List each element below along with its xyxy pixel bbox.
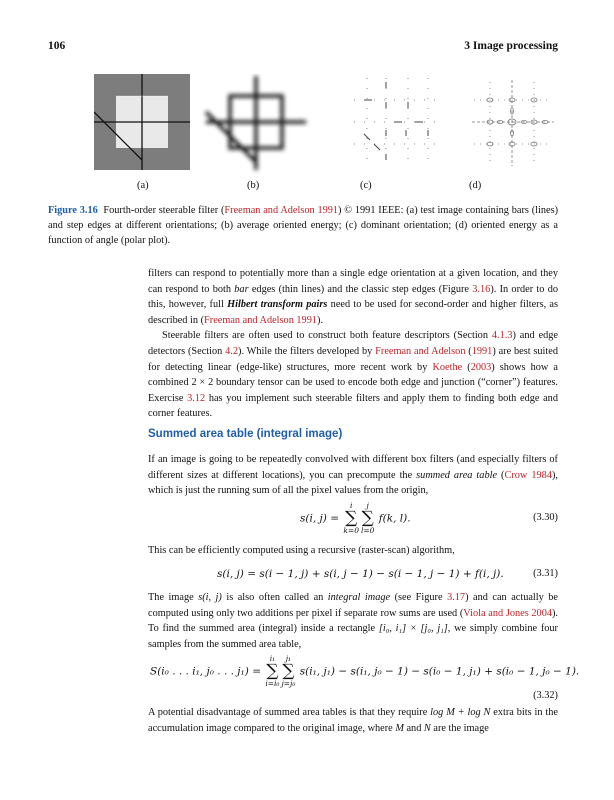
equation-3-30: s(i, j) = i ∑ k=0 j ∑ l=0 f(k, l).	[300, 501, 411, 535]
citation-link[interactable]: Freeman and Adelson	[375, 345, 466, 357]
paragraph-disadvantage: A potential disadvantage of summed area tables is that they require log M + log N extra bits in the accumulation image compared to the original image, where M and N are the image	[148, 707, 558, 734]
panel-label-d: (d)	[469, 180, 482, 191]
citation-link[interactable]: Koethe	[432, 361, 463, 373]
equation-number: (3.30)	[533, 512, 558, 523]
figure-caption: Figure 3.16 Fourth-order steerable filter (Freeman and Adelson 1991) © 1991 IEEE: (a) test image containing bars (lines) and step edges at different orientations; (b) average oriented energy; (c) dominant orientation; (d) oriented energy as a function of angle (polar plot).	[48, 205, 558, 246]
panel-c-dominant-orientation	[354, 78, 440, 164]
citation-year-link[interactable]: 2003	[470, 361, 492, 373]
citation-link[interactable]: Freeman and Adelson 1991	[204, 314, 318, 326]
citation-year-link[interactable]: 1991	[471, 345, 493, 357]
citation-link[interactable]: Freeman and Adelson 1991	[224, 205, 339, 216]
paragraph: filters can respond to potentially more than a single edge orientation at a given location, and they can respond to both bar edges (thin lines) and the classic step edges (Figure 3.16). In order to do this, however, full Hilbert transform pairs need to be used for second-order and higher filters, as described in (Freeman and Adelson 1991).	[148, 268, 558, 326]
figure-ref-link[interactable]: 3.17	[447, 592, 466, 603]
panel-label-b: (b)	[247, 180, 260, 191]
equation-3-32: S(i₀ . . . i₁, j₀ . . . j₁) = i₁ ∑ i=i₀ j₁ ∑ j=j₀ s(i₁, j₁) − s(i₁, j₀ − 1) − s(i₀ − 1, j₁) + s(i₀ − 1, j₀ − 1).	[150, 654, 580, 688]
panel-d-polar-plot	[472, 80, 554, 166]
exercise-ref-link[interactable]: 3.12	[187, 392, 206, 404]
section-ref-link[interactable]: 4.1.3	[491, 330, 513, 342]
section-heading: Summed area table (integral image)	[148, 428, 343, 440]
citation-link[interactable]: Viola and Jones 2004	[463, 607, 552, 619]
paragraph-summed-area-intro: If an image is going to be repeatedly convolved with different box filters (and especially filters of different sizes at different locations), you can precompute the summed area table (Crow 1984), which is just the running sum of all the pixel values from the origin,	[148, 454, 558, 497]
panel-label-c: (c)	[360, 180, 372, 191]
figure-ref-link[interactable]: 3.16	[472, 283, 491, 295]
panel-a-test-image	[94, 74, 190, 170]
page-number: 106	[48, 40, 66, 52]
paragraph: Steerable filters are often used to construct both feature descriptors (Section 4.1.3) and edge detectors (Section 4.2). While the filters developed by Freeman and Adelson (1991) are best suited for detecting linear (edge-like) structures, more recent work by Koethe (2003) shows how a combined 2 × 2 boundary tensor can be used to encode both edge and junction (“corner”) features. Exercise 3.12 has you implement such steerable filters and apply them to finding both edge and corner features.	[148, 330, 559, 420]
paragraph: This can be efficiently computed using a recursive (raster-scan) algorithm,	[148, 545, 455, 556]
equation-number: (3.32)	[533, 690, 558, 701]
equation-number: (3.31)	[533, 568, 558, 579]
figure-3-16-panels	[94, 74, 560, 184]
paragraph-integral-image: The image s(i, j) is also often called an integral image (see Figure 3.17) and can actually be computed using only two additions per pixel if separate row sums are used (Viola and Jones 2004). To find the summed area (integral) inside a rectangle [i₀, i₁] × [j₀, j₁], we simply combine four samples from the summed area table,	[148, 592, 559, 650]
section-ref-link[interactable]: 4.2	[225, 345, 239, 357]
panel-label-a: (a)	[137, 180, 149, 191]
running-header: 3 Image processing	[464, 40, 558, 52]
panel-b-oriented-energy	[206, 76, 306, 170]
body-text-top	[148, 266, 558, 422]
figure-label: Figure 3.16	[48, 205, 98, 216]
equation-3-31: s(i, j) = s(i − 1, j) + s(i, j − 1) − s(i − 1, j − 1) + f(i, j).	[217, 568, 504, 580]
citation-link[interactable]: Crow 1984	[504, 469, 552, 481]
